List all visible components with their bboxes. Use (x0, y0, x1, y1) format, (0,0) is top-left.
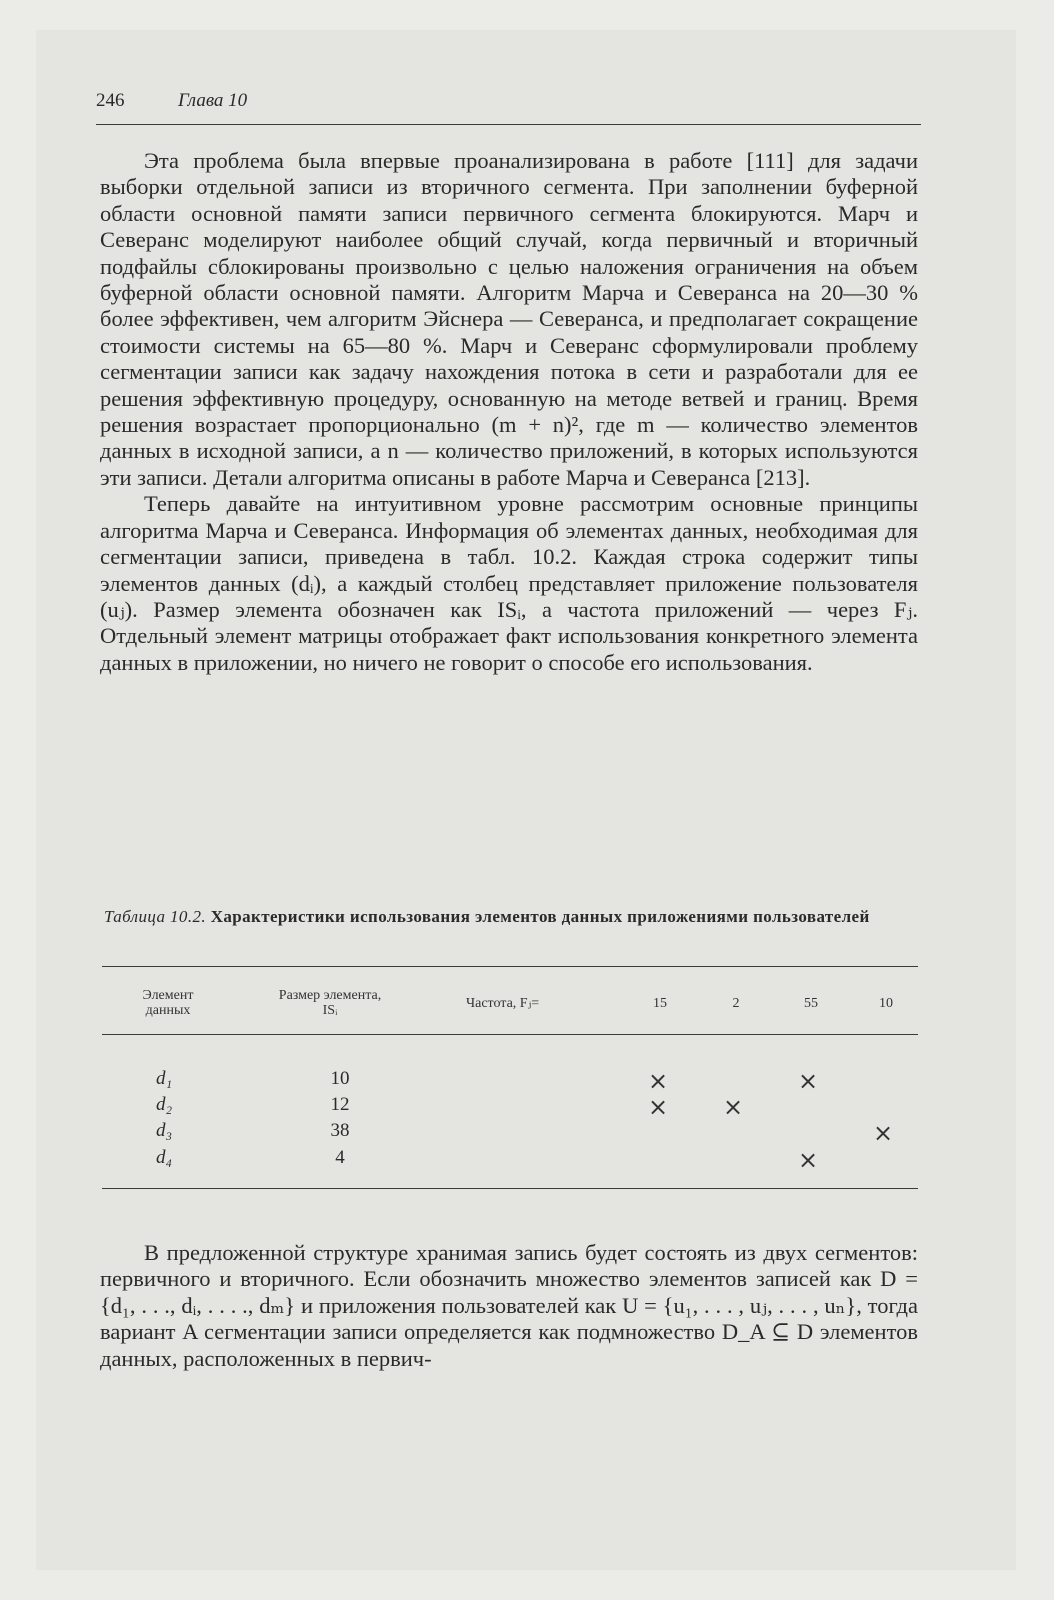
table-caption-text: Характеристики использования элементов данных приложениями пользователей (210, 907, 870, 926)
paragraph-2: Теперь давайте на интуитивном уровне рассмотрим основные принципы алгоритма Марча и Северанса. Информация об элементах данных, необходимая для сегментации записи, приведена в табл. 10.2. Каждая строка содержит типы элементов данных (dᵢ), а каждый столбец представляет приложение пользователя (uⱼ). Размер элемента обозначен как ISᵢ, а частота приложений — через Fⱼ. Отдельный элемент матрицы отображает факт использования конкретного элемента данных в приложении, но ничего не говорит о способе его использования. (100, 491, 918, 675)
row-size: 38 (330, 1120, 350, 1141)
body-text-bottom (100, 1240, 918, 1372)
usage-mark-icon: × (648, 1067, 669, 1095)
usage-mark-icon: × (873, 1119, 894, 1147)
table-top-rule (102, 966, 918, 967)
row-size: 10 (330, 1068, 350, 1089)
table-caption (104, 906, 904, 928)
usage-mark-icon: × (798, 1067, 819, 1095)
header-freq-2: 2 (732, 996, 740, 1011)
row-element: d₁ (156, 1068, 173, 1089)
table-bottom-rule (102, 1188, 918, 1189)
table-caption-label: Таблица 10.2. (104, 907, 207, 926)
body-text-top (100, 148, 918, 676)
row-element: d₂ (156, 1094, 173, 1115)
header-freq-4: 10 (879, 996, 893, 1011)
header-element: Элемент данных (142, 988, 194, 1018)
row-element: d₃ (156, 1120, 173, 1141)
table-header-rule (102, 1034, 918, 1035)
header-size: Размер элемента, ISᵢ (278, 988, 382, 1018)
usage-mark-icon: × (798, 1146, 819, 1174)
header-frequency: Частота, Fⱼ= (466, 996, 540, 1011)
row-size: 12 (330, 1094, 350, 1115)
row-size: 4 (335, 1147, 345, 1168)
usage-mark-icon: × (723, 1093, 744, 1121)
usage-mark-icon: × (648, 1093, 669, 1121)
paragraph-1: Эта проблема была впервые проанализирована в работе [111] для задачи выборки отдельной записи из вторичного сегмента. При заполнении буферной области основной памяти записи первичного сегмента блокируются. Марч и Северанс моделируют наиболее общий случай, когда первичный и вторичный подфайлы сблокированы произвольно с целью наложения ограничения на объем буферной области основной памяти. Алгоритм Марча и Северанса на 20—30 % более эффективен, чем алгоритм Эйснера — Северанса, и предполагает сокращение стоимости системы на 65—80 %. Марч и Северанс сформулировали проблему сегментации записи как задачу нахождения потока в сети и разработали для ее решения эффективную процедуру, основанную на методе ветвей и границ. Время решения возрастает пропорционально (m + n)², где m — количество элементов данных в исходной записи, а n — количество приложений, в которых используются эти записи. Детали алгоритма описаны в работе Марча и Северанса [213]. (100, 148, 918, 490)
row-element: d₄ (156, 1147, 173, 1168)
header-freq-3: 55 (804, 996, 818, 1011)
page-number: 246 (96, 90, 125, 111)
chapter-title: Глава 10 (178, 90, 248, 111)
page-header (96, 90, 921, 125)
header-freq-1: 15 (653, 996, 667, 1011)
paragraph-3: В предложенной структуре хранимая запись будет состоять из двух сегментов: первичного и вторичного. Если обозначить множество элементов записей как D = {d₁, . . ., dᵢ, . . . ., dₘ} и приложения пользователей как U = {u₁, . . . , uⱼ, . . . , uₙ}, тогда вариант A сегментации записи определяется как подмножество D_A ⊆ D элементов данных, расположенных в первич- (100, 1240, 918, 1371)
